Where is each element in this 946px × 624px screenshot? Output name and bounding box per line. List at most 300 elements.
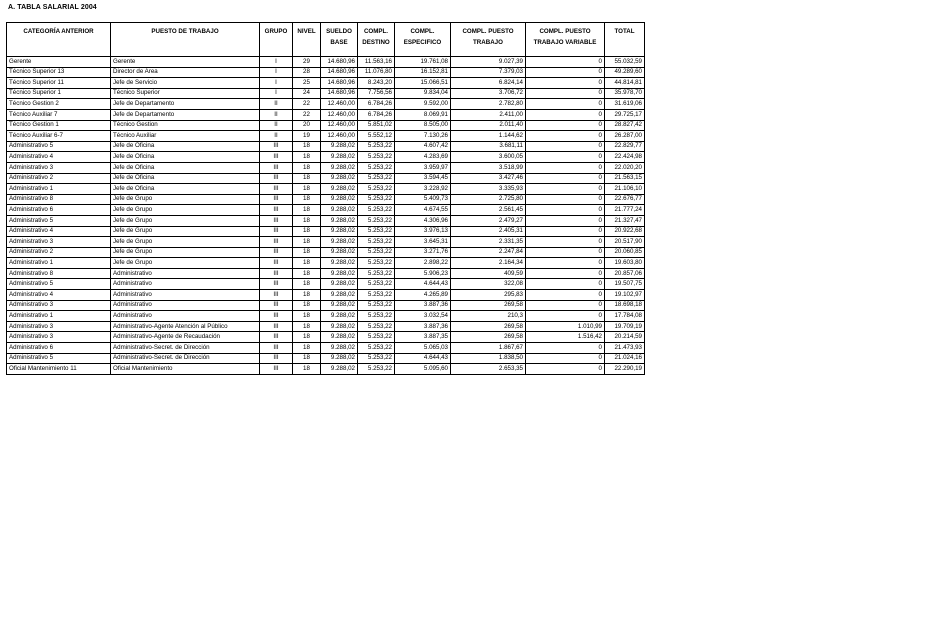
cell-sueldo-base: 9.288,02: [321, 311, 358, 322]
cell-sueldo-base: 9.288,02: [321, 194, 358, 205]
cell-sueldo-base: 12.460,00: [321, 131, 358, 142]
table-row: [7, 268, 645, 279]
cell-total: 20.922,68: [605, 226, 645, 237]
cell-compl-puesto-trabajo-variable: 0: [526, 109, 605, 120]
cell-compl-destino: 5.253,22: [358, 247, 395, 258]
cell-puesto-de-trabajo: Jefe de Oficina: [111, 162, 260, 173]
cell-sueldo-base: 9.288,02: [321, 162, 358, 173]
cell-compl-destino: 5.253,22: [358, 194, 395, 205]
cell-sueldo-base: 9.288,02: [321, 152, 358, 163]
cell-sueldo-base: 9.288,02: [321, 268, 358, 279]
table-row: [7, 279, 645, 290]
cell-categoria-anterior: Técnico Superior 13: [7, 67, 111, 78]
cell-compl-destino: 5.253,22: [358, 311, 395, 322]
cell-compl-puesto-trabajo-variable: 0: [526, 194, 605, 205]
cell-grupo: III: [260, 152, 293, 163]
cell-puesto-de-trabajo: Jefe de Grupo: [111, 194, 260, 205]
cell-categoria-anterior: Administrativo 3: [7, 237, 111, 248]
cell-compl-puesto-trabajo: 1.867,67: [451, 343, 526, 354]
cell-categoria-anterior: Administrativo 5: [7, 279, 111, 290]
cell-compl-especifico: 5.065,03: [395, 343, 451, 354]
cell-compl-puesto-trabajo: 7.379,03: [451, 67, 526, 78]
cell-sueldo-base: 9.288,02: [321, 279, 358, 290]
cell-categoria-anterior: Administrativo 3: [7, 162, 111, 173]
cell-categoria-anterior: Administrativo 3: [7, 332, 111, 343]
cell-compl-especifico: 2.898,22: [395, 258, 451, 269]
cell-nivel: 22: [293, 109, 321, 120]
cell-compl-puesto-trabajo: 3.335,93: [451, 184, 526, 195]
cell-grupo: III: [260, 237, 293, 248]
cell-compl-especifico: 3.594,45: [395, 173, 451, 184]
cell-total: 21.777,24: [605, 205, 645, 216]
cell-categoria-anterior: Oficial Mantenimiento 11: [7, 364, 111, 375]
cell-nivel: 18: [293, 173, 321, 184]
cell-total: 22.829,77: [605, 141, 645, 152]
cell-compl-destino: 5.253,22: [358, 226, 395, 237]
cell-nivel: 18: [293, 141, 321, 152]
cell-categoria-anterior: Administrativo 6: [7, 205, 111, 216]
cell-grupo: III: [260, 311, 293, 322]
cell-grupo: II: [260, 131, 293, 142]
header-compl-especifico: COMPL. ESPECIFICO: [395, 23, 451, 57]
cell-total: 49.289,60: [605, 67, 645, 78]
cell-grupo: III: [260, 184, 293, 195]
cell-grupo: III: [260, 226, 293, 237]
cell-compl-puesto-trabajo: 295,83: [451, 290, 526, 301]
cell-compl-puesto-trabajo-variable: 0: [526, 205, 605, 216]
cell-grupo: III: [260, 173, 293, 184]
cell-puesto-de-trabajo: Oficial Mantenimiento: [111, 364, 260, 375]
cell-puesto-de-trabajo: Jefe de Servicio: [111, 78, 260, 89]
cell-grupo: III: [260, 258, 293, 269]
cell-grupo: III: [260, 279, 293, 290]
cell-puesto-de-trabajo: Jefe de Departamento: [111, 109, 260, 120]
cell-categoria-anterior: Administrativo 8: [7, 194, 111, 205]
table-row: [7, 353, 645, 364]
cell-puesto-de-trabajo: Administrativo: [111, 279, 260, 290]
cell-grupo: III: [260, 343, 293, 354]
cell-compl-destino: 5.253,22: [358, 215, 395, 226]
cell-puesto-de-trabajo: Administrativo-Secret. de Dirección: [111, 343, 260, 354]
cell-categoria-anterior: Administrativo 4: [7, 226, 111, 237]
cell-compl-destino: 7.756,56: [358, 88, 395, 99]
cell-grupo: III: [260, 332, 293, 343]
cell-compl-puesto-trabajo: 3.681,11: [451, 141, 526, 152]
cell-compl-especifico: 4.265,89: [395, 290, 451, 301]
cell-sueldo-base: 9.288,02: [321, 184, 358, 195]
cell-compl-puesto-trabajo-variable: 0: [526, 215, 605, 226]
cell-categoria-anterior: Administrativo 8: [7, 268, 111, 279]
header-grupo: GRUPO: [260, 23, 293, 57]
cell-compl-destino: 5.253,22: [358, 258, 395, 269]
cell-puesto-de-trabajo: Administrativo: [111, 268, 260, 279]
cell-total: 19.102,97: [605, 290, 645, 301]
cell-compl-puesto-trabajo-variable: 0: [526, 173, 605, 184]
header-row: [7, 23, 645, 57]
table-row: [7, 343, 645, 354]
header-nivel: NIVEL: [293, 23, 321, 57]
header-total: TOTAL: [605, 23, 645, 57]
cell-categoria-anterior: Administrativo 4: [7, 152, 111, 163]
table-row: [7, 78, 645, 89]
cell-categoria-anterior: Administrativo 6: [7, 343, 111, 354]
cell-nivel: 18: [293, 279, 321, 290]
cell-compl-puesto-trabajo: 2.653,35: [451, 364, 526, 375]
salary-table-body: [7, 57, 645, 375]
cell-nivel: 18: [293, 353, 321, 364]
table-row: [7, 141, 645, 152]
cell-categoria-anterior: Técnico Gestion 1: [7, 120, 111, 131]
cell-compl-especifico: 3.887,36: [395, 321, 451, 332]
cell-sueldo-base: 9.288,02: [321, 321, 358, 332]
cell-sueldo-base: 9.288,02: [321, 173, 358, 184]
cell-puesto-de-trabajo: Administrativo-Agente de Recaudación: [111, 332, 260, 343]
cell-compl-puesto-trabajo: 2.247,84: [451, 247, 526, 258]
document-title: A. TABLA SALARIAL 2004: [8, 4, 97, 11]
cell-compl-puesto-trabajo-variable: 0: [526, 247, 605, 258]
cell-sueldo-base: 9.288,02: [321, 343, 358, 354]
cell-total: 21.563,15: [605, 173, 645, 184]
cell-compl-especifico: 3.032,54: [395, 311, 451, 322]
table-row: [7, 99, 645, 110]
cell-compl-puesto-trabajo-variable: 1.010,99: [526, 321, 605, 332]
cell-categoria-anterior: Administrativo 3: [7, 321, 111, 332]
cell-compl-destino: 6.784,26: [358, 99, 395, 110]
table-row: [7, 131, 645, 142]
cell-compl-destino: 5.552,12: [358, 131, 395, 142]
cell-compl-especifico: 16.152,81: [395, 67, 451, 78]
cell-grupo: III: [260, 290, 293, 301]
cell-puesto-de-trabajo: Jefe de Grupo: [111, 237, 260, 248]
cell-total: 19.507,75: [605, 279, 645, 290]
cell-compl-destino: 6.784,26: [358, 109, 395, 120]
cell-compl-destino: 11.076,80: [358, 67, 395, 78]
cell-puesto-de-trabajo: Jefe de Oficina: [111, 184, 260, 195]
cell-nivel: 18: [293, 247, 321, 258]
table-row: [7, 88, 645, 99]
table-row: [7, 311, 645, 322]
cell-compl-destino: 5.253,22: [358, 162, 395, 173]
cell-sueldo-base: 9.288,02: [321, 141, 358, 152]
cell-sueldo-base: 9.288,02: [321, 247, 358, 258]
cell-compl-especifico: 9.834,04: [395, 88, 451, 99]
cell-nivel: 18: [293, 237, 321, 248]
cell-sueldo-base: 9.288,02: [321, 364, 358, 375]
cell-compl-puesto-trabajo: 269,58: [451, 332, 526, 343]
cell-total: 20.857,06: [605, 268, 645, 279]
cell-total: 20.214,59: [605, 332, 645, 343]
cell-sueldo-base: 9.288,02: [321, 300, 358, 311]
cell-puesto-de-trabajo: Administrativo: [111, 300, 260, 311]
cell-compl-puesto-trabajo-variable: 0: [526, 120, 605, 131]
cell-puesto-de-trabajo: Jefe de Grupo: [111, 258, 260, 269]
cell-compl-puesto-trabajo-variable: 0: [526, 268, 605, 279]
cell-categoria-anterior: Técnico Superior 1: [7, 88, 111, 99]
cell-compl-puesto-trabajo: 3.600,05: [451, 152, 526, 163]
header-compl-puesto-trabajo-variable: COMPL. PUESTO TRABAJO VARIABLE: [526, 23, 605, 57]
table-row: [7, 152, 645, 163]
cell-total: 22.020,20: [605, 162, 645, 173]
cell-puesto-de-trabajo: Técnico Gestion: [111, 120, 260, 131]
table-row: [7, 300, 645, 311]
cell-compl-destino: 5.253,22: [358, 205, 395, 216]
salary-table-header: [7, 23, 645, 57]
cell-compl-destino: 5.253,22: [358, 353, 395, 364]
cell-compl-especifico: 19.761,08: [395, 57, 451, 68]
cell-puesto-de-trabajo: Jefe de Oficina: [111, 141, 260, 152]
cell-compl-especifico: 15.066,51: [395, 78, 451, 89]
cell-categoria-anterior: Administrativo 1: [7, 258, 111, 269]
cell-categoria-anterior: Administrativo 3: [7, 300, 111, 311]
cell-sueldo-base: 9.288,02: [321, 332, 358, 343]
cell-compl-destino: 5.253,22: [358, 343, 395, 354]
cell-compl-puesto-trabajo: 2.725,80: [451, 194, 526, 205]
cell-compl-especifico: 4.607,42: [395, 141, 451, 152]
cell-sueldo-base: 12.460,00: [321, 109, 358, 120]
cell-nivel: 18: [293, 226, 321, 237]
cell-grupo: III: [260, 215, 293, 226]
cell-compl-puesto-trabajo-variable: 0: [526, 343, 605, 354]
header-categoria-anterior: CATEGORÍA ANTERIOR: [7, 23, 111, 57]
cell-grupo: III: [260, 247, 293, 258]
cell-sueldo-base: 9.288,02: [321, 226, 358, 237]
cell-compl-especifico: 3.887,35: [395, 332, 451, 343]
cell-compl-puesto-trabajo-variable: 0: [526, 99, 605, 110]
cell-compl-puesto-trabajo: 210,3: [451, 311, 526, 322]
cell-nivel: 18: [293, 300, 321, 311]
cell-grupo: III: [260, 268, 293, 279]
table-row: [7, 237, 645, 248]
cell-total: 21.024,16: [605, 353, 645, 364]
header-sueldo-base: SUELDO BASE: [321, 23, 358, 57]
cell-compl-destino: 5.851,02: [358, 120, 395, 131]
cell-grupo: II: [260, 99, 293, 110]
cell-compl-puesto-trabajo: 3.706,72: [451, 88, 526, 99]
cell-nivel: 18: [293, 321, 321, 332]
table-row: [7, 290, 645, 301]
cell-categoria-anterior: Administrativo 2: [7, 247, 111, 258]
cell-sueldo-base: 14.680,96: [321, 78, 358, 89]
table-row: [7, 184, 645, 195]
cell-total: 21.473,93: [605, 343, 645, 354]
cell-compl-puesto-trabajo-variable: 0: [526, 162, 605, 173]
cell-categoria-anterior: Técnico Superior 11: [7, 78, 111, 89]
cell-categoria-anterior: Administrativo 1: [7, 311, 111, 322]
cell-grupo: II: [260, 109, 293, 120]
cell-total: 31.619,06: [605, 99, 645, 110]
cell-total: 21.106,10: [605, 184, 645, 195]
cell-categoria-anterior: Administrativo 5: [7, 215, 111, 226]
cell-sueldo-base: 9.288,02: [321, 237, 358, 248]
cell-total: 55.032,59: [605, 57, 645, 68]
cell-categoria-anterior: Técnico Auxiliar 6-7: [7, 131, 111, 142]
cell-grupo: III: [260, 162, 293, 173]
cell-compl-puesto-trabajo: 2.331,35: [451, 237, 526, 248]
cell-total: 22.290,19: [605, 364, 645, 375]
cell-puesto-de-trabajo: Director de Area: [111, 67, 260, 78]
cell-total: 18.698,18: [605, 300, 645, 311]
cell-compl-puesto-trabajo: 2.164,34: [451, 258, 526, 269]
cell-compl-especifico: 3.976,13: [395, 226, 451, 237]
cell-sueldo-base: 14.680,96: [321, 88, 358, 99]
cell-nivel: 18: [293, 332, 321, 343]
cell-compl-especifico: 9.592,00: [395, 99, 451, 110]
cell-compl-puesto-trabajo-variable: 0: [526, 141, 605, 152]
cell-puesto-de-trabajo: Administrativo: [111, 311, 260, 322]
cell-compl-destino: 5.253,22: [358, 321, 395, 332]
cell-nivel: 28: [293, 67, 321, 78]
cell-compl-puesto-trabajo: 6.824,14: [451, 78, 526, 89]
cell-sueldo-base: 14.680,96: [321, 67, 358, 78]
cell-nivel: 18: [293, 215, 321, 226]
cell-compl-puesto-trabajo-variable: 0: [526, 279, 605, 290]
cell-compl-destino: 5.253,22: [358, 173, 395, 184]
cell-compl-puesto-trabajo: 2.479,27: [451, 215, 526, 226]
table-row: [7, 194, 645, 205]
table-row: [7, 205, 645, 216]
cell-compl-puesto-trabajo: 2.405,31: [451, 226, 526, 237]
cell-nivel: 25: [293, 78, 321, 89]
table-row: [7, 120, 645, 131]
cell-compl-puesto-trabajo: 269,58: [451, 321, 526, 332]
cell-puesto-de-trabajo: Jefe de Grupo: [111, 247, 260, 258]
cell-compl-puesto-trabajo-variable: 0: [526, 67, 605, 78]
table-row: [7, 258, 645, 269]
cell-total: 20.517,90: [605, 237, 645, 248]
cell-categoria-anterior: Gerente: [7, 57, 111, 68]
cell-puesto-de-trabajo: Administrativo-Agente Atención al Público: [111, 321, 260, 332]
cell-nivel: 18: [293, 205, 321, 216]
cell-compl-especifico: 8.069,91: [395, 109, 451, 120]
cell-compl-puesto-trabajo-variable: 0: [526, 226, 605, 237]
cell-total: 19.603,80: [605, 258, 645, 269]
cell-compl-destino: 5.253,22: [358, 141, 395, 152]
cell-compl-destino: 5.253,22: [358, 268, 395, 279]
cell-compl-especifico: 3.271,76: [395, 247, 451, 258]
cell-nivel: 18: [293, 258, 321, 269]
cell-compl-especifico: 4.283,69: [395, 152, 451, 163]
cell-compl-especifico: 4.644,43: [395, 353, 451, 364]
table-row: [7, 173, 645, 184]
cell-compl-especifico: 4.644,43: [395, 279, 451, 290]
cell-compl-especifico: 4.306,96: [395, 215, 451, 226]
cell-compl-puesto-trabajo-variable: 0: [526, 131, 605, 142]
cell-compl-puesto-trabajo-variable: 0: [526, 353, 605, 364]
cell-total: 19.709,19: [605, 321, 645, 332]
cell-sueldo-base: 9.288,02: [321, 258, 358, 269]
cell-compl-puesto-trabajo-variable: 0: [526, 300, 605, 311]
cell-puesto-de-trabajo: Jefe de Grupo: [111, 215, 260, 226]
cell-sueldo-base: 9.288,02: [321, 215, 358, 226]
table-row: [7, 332, 645, 343]
cell-total: 17.784,08: [605, 311, 645, 322]
table-row: [7, 57, 645, 68]
cell-sueldo-base: 9.288,02: [321, 353, 358, 364]
cell-nivel: 18: [293, 311, 321, 322]
table-row: [7, 364, 645, 375]
cell-nivel: 20: [293, 120, 321, 131]
cell-compl-especifico: 3.228,92: [395, 184, 451, 195]
cell-total: 20.060,85: [605, 247, 645, 258]
cell-nivel: 18: [293, 152, 321, 163]
cell-nivel: 18: [293, 290, 321, 301]
cell-compl-puesto-trabajo-variable: 0: [526, 57, 605, 68]
cell-compl-destino: 5.253,22: [358, 279, 395, 290]
cell-compl-puesto-trabajo: 2.561,45: [451, 205, 526, 216]
cell-puesto-de-trabajo: Jefe de Grupo: [111, 226, 260, 237]
cell-grupo: I: [260, 88, 293, 99]
header-compl-puesto-trabajo: COMPL. PUESTO TRABAJO: [451, 23, 526, 57]
cell-compl-especifico: 5.906,23: [395, 268, 451, 279]
cell-categoria-anterior: Técnico Gestion 2: [7, 99, 111, 110]
cell-compl-puesto-trabajo-variable: 0: [526, 290, 605, 301]
cell-compl-destino: 5.253,22: [358, 332, 395, 343]
cell-compl-destino: 5.253,22: [358, 364, 395, 375]
cell-compl-especifico: 5.409,73: [395, 194, 451, 205]
cell-grupo: III: [260, 353, 293, 364]
table-row: [7, 247, 645, 258]
cell-grupo: I: [260, 57, 293, 68]
table-row: [7, 162, 645, 173]
cell-compl-destino: 11.563,16: [358, 57, 395, 68]
cell-compl-puesto-trabajo-variable: 0: [526, 78, 605, 89]
cell-compl-destino: 5.253,22: [358, 237, 395, 248]
cell-grupo: III: [260, 321, 293, 332]
cell-compl-puesto-trabajo: 2.411,00: [451, 109, 526, 120]
cell-compl-puesto-trabajo-variable: 1.516,42: [526, 332, 605, 343]
cell-compl-destino: 5.253,22: [358, 184, 395, 195]
cell-nivel: 18: [293, 364, 321, 375]
cell-total: 28.827,42: [605, 120, 645, 131]
cell-compl-puesto-trabajo-variable: 0: [526, 88, 605, 99]
cell-nivel: 24: [293, 88, 321, 99]
cell-grupo: I: [260, 78, 293, 89]
cell-sueldo-base: 12.460,00: [321, 99, 358, 110]
salary-table: [6, 22, 645, 375]
cell-nivel: 19: [293, 131, 321, 142]
cell-sueldo-base: 9.288,02: [321, 205, 358, 216]
table-row: [7, 226, 645, 237]
cell-categoria-anterior: Técnico Auxiliar 7: [7, 109, 111, 120]
cell-nivel: 29: [293, 57, 321, 68]
cell-compl-puesto-trabajo-variable: 0: [526, 152, 605, 163]
cell-total: 22.424,98: [605, 152, 645, 163]
cell-compl-puesto-trabajo-variable: 0: [526, 311, 605, 322]
cell-grupo: I: [260, 67, 293, 78]
cell-compl-puesto-trabajo: 3.427,46: [451, 173, 526, 184]
cell-nivel: 18: [293, 162, 321, 173]
cell-compl-especifico: 3.645,31: [395, 237, 451, 248]
cell-compl-puesto-trabajo: 3.518,99: [451, 162, 526, 173]
cell-compl-especifico: 3.887,36: [395, 300, 451, 311]
cell-compl-destino: 5.253,22: [358, 152, 395, 163]
cell-categoria-anterior: Administrativo 5: [7, 141, 111, 152]
header-puesto-de-trabajo: PUESTO DE TRABAJO: [111, 23, 260, 57]
table-row: [7, 321, 645, 332]
cell-compl-puesto-trabajo-variable: 0: [526, 237, 605, 248]
cell-compl-puesto-trabajo-variable: 0: [526, 364, 605, 375]
cell-grupo: III: [260, 205, 293, 216]
cell-nivel: 18: [293, 343, 321, 354]
cell-compl-puesto-trabajo: 409,59: [451, 268, 526, 279]
cell-categoria-anterior: Administrativo 1: [7, 184, 111, 195]
cell-compl-destino: 5.253,22: [358, 290, 395, 301]
cell-puesto-de-trabajo: Jefe de Oficina: [111, 152, 260, 163]
cell-compl-destino: 8.243,20: [358, 78, 395, 89]
cell-compl-puesto-trabajo: 2.782,80: [451, 99, 526, 110]
cell-compl-puesto-trabajo: 322,08: [451, 279, 526, 290]
cell-sueldo-base: 12.460,00: [321, 120, 358, 131]
